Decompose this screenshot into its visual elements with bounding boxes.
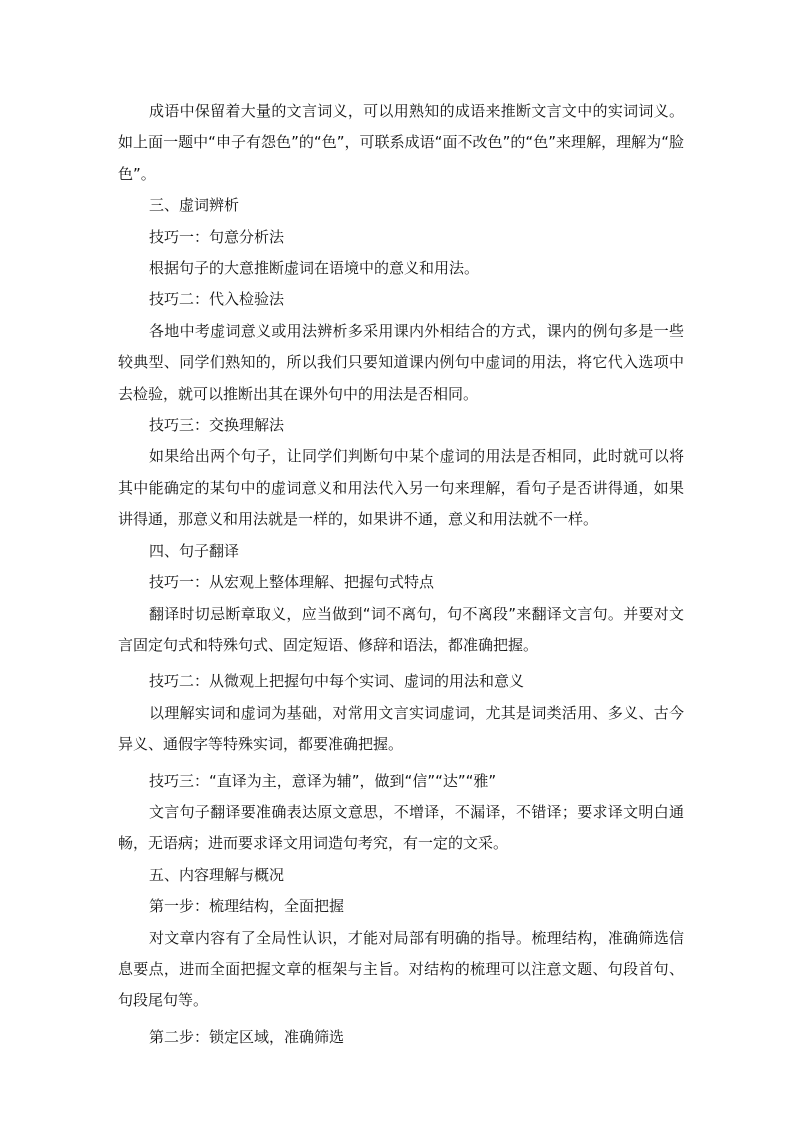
step-heading: 第二步：锁定区域，准确筛选 <box>149 1027 345 1046</box>
document-page <box>118 96 684 1053</box>
paragraph: 翻译时切忌断章取义，应当做到“词不离句，句不离段”来翻译文言句。并要对文言固定句式和特殊句式、固定短语、修辞和语法，都准确把握。 <box>118 604 684 654</box>
paragraph: 各地中考虚词意义或用法辨析多采用课内外相结合的方式，课内的例句多是一些较典型、同学们熟知的，所以我们只要知道课内例句中虚词的用法，将它代入选项中去检验，就可以推断出其在课外句中的用法是否相同。 <box>118 321 684 403</box>
paragraph: 如果给出两个句子，让同学们判断句中某个虚词的用法是否相同，此时就可以将其中能确定的某句中的虚词意义和用法代入另一句来理解，看句子是否讲得通，如果讲得通，那意义和用法就是一样的，如果讲不通，意义和用法就不一样。 <box>118 447 684 529</box>
section-heading-function-words: 三、虚词辨析 <box>149 196 240 215</box>
tip-heading: 技巧三：交换理解法 <box>149 416 285 435</box>
paragraph: 对文章内容有了全局性认识，才能对局部有明确的指导。梳理结构，准确筛选信息要点，进而全面把握文章的框架与主旨。对结构的梳理可以注意文题、句段首句、句段尾句等。 <box>118 928 684 1010</box>
tip-heading: 技巧二：代入检验法 <box>149 290 285 309</box>
section-heading-sentence-translation: 四、句子翻译 <box>149 541 240 560</box>
step-heading: 第一步：梳理结构，全面把握 <box>149 897 345 916</box>
paragraph: 根据句子的大意推断虚词在语境中的意义和用法。 <box>149 259 480 278</box>
tip-heading: 技巧一：句意分析法 <box>149 227 285 246</box>
section-heading-content-understanding: 五、内容理解与概况 <box>149 865 285 884</box>
paragraph-chengyu-meaning: 成语中保留着大量的文言词义，可以用熟知的成语来推断文言文中的实词词义。如上面一题中“申子有怨色”的“色”，可联系成语“面不改色”的“色”来理解，理解为“脸色”。 <box>118 102 684 183</box>
tip-heading: 技巧三：“直译为主，意译为辅”，做到“信”“达”“雅” <box>149 771 497 790</box>
paragraph: 文言句子翻译要准确表达原文意思，不增译，不漏译，不错译；要求译文明白通畅，无语病；进而要求译文用词造句考究，有一定的文采。 <box>118 802 684 853</box>
paragraph: 以理解实词和虚词为基础，对常用文言实词虚词，尤其是词类活用、多义、古今异义、通假字等特殊实词，都要准确把握。 <box>118 703 684 754</box>
tip-heading: 技巧一：从宏观上整体理解、把握句式特点 <box>149 573 435 592</box>
tip-heading: 技巧二：从微观上把握句中每个实词、虚词的用法和意义 <box>149 672 525 691</box>
